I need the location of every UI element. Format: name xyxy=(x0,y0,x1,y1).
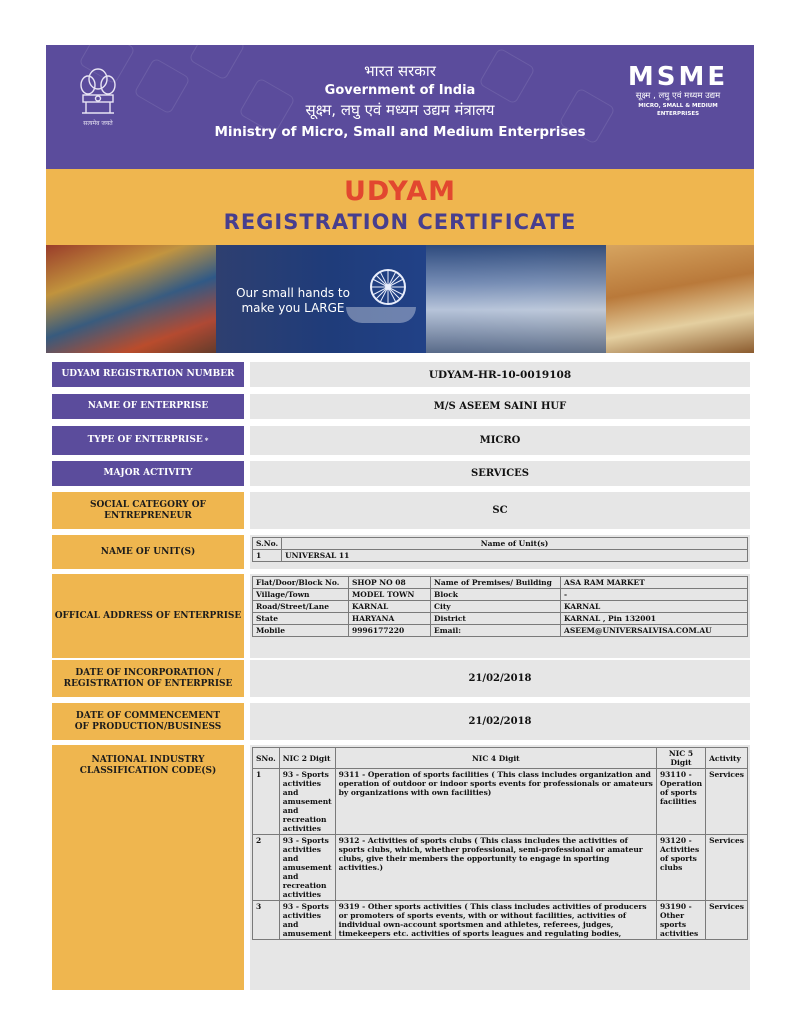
certificate-page xyxy=(46,45,754,990)
table-row: Road/Street/Lane KARNAL City KARNAL xyxy=(253,601,748,613)
incorporation-date-value: 21/02/2018 xyxy=(250,660,750,697)
major-activity-row xyxy=(52,461,750,486)
nic-codes-row xyxy=(52,745,750,990)
unit-name-header: Name of Unit(s) xyxy=(282,538,748,550)
unit-names-row xyxy=(52,535,750,569)
commencement-date-value: 21/02/2018 xyxy=(250,703,750,740)
unit-sno-header: S.No. xyxy=(253,538,282,550)
official-address-row xyxy=(52,574,750,658)
banner-slogan: Our small hands to make you LARGE xyxy=(236,286,350,315)
chakra-wheel-icon xyxy=(368,267,408,307)
promo-banner xyxy=(46,245,754,353)
enterprise-type-row xyxy=(52,426,750,455)
registration-number-value: UDYAM-HR-10-0019108 xyxy=(250,362,750,387)
hindi-government-title: भारत सरकार xyxy=(364,62,436,80)
commencement-date-label: DATE OF COMMENCEMENT OF PRODUCTION/BUSINESS xyxy=(52,703,244,740)
social-category-row xyxy=(52,492,750,529)
social-category-value: SC xyxy=(250,492,750,529)
table-row: Mobile 9996177220 Email: ASEEM@UNIVERSALVISA.COM.AU xyxy=(253,625,748,637)
social-category-label: SOCIAL CATEGORY OF ENTREPRENEUR xyxy=(52,492,244,529)
table-row: State HARYANA District KARNAL , Pin 132001 xyxy=(253,613,748,625)
ministry-title: Ministry of Micro, Small and Medium Enterprises xyxy=(214,124,586,140)
certificate-title-band xyxy=(46,169,754,245)
incorporation-date-row xyxy=(52,660,750,697)
table-row: 1 93 - Sports activities and amusement and recreation activities 9311 - Operation of sports facilities ( This class includes organization and operation of outdoor or indoor sports events for professionals or amateurs by organizations with own facilities) 93110 - Operation of sports facilities Services xyxy=(253,769,748,835)
office-photo xyxy=(426,245,626,353)
enterprise-type-value: MICRO xyxy=(250,426,750,455)
government-title: Government of India xyxy=(324,83,476,98)
major-activity-value: SERVICES xyxy=(250,461,750,486)
table-row: 2 93 - Sports activities and amusement and recreation activities 9312 - Activities of sports clubs ( This class includes the activities of sports clubs, which, whether professional, semi-professional or amateur clubs, give their members the opportunity to engage in sporting activities.) 93120 - Activities of sports clubs Services xyxy=(253,835,748,901)
official-address-label: OFFICAL ADDRESS OF ENTERPRISE xyxy=(52,574,244,658)
udyam-title: UDYAM xyxy=(343,176,457,207)
registration-number-label: UDYAM REGISTRATION NUMBER xyxy=(52,362,244,387)
nic-codes-label: NATIONAL INDUSTRY CLASSIFICATION CODE(S) xyxy=(52,745,244,990)
unit-names-table xyxy=(252,537,748,562)
nic-codes-table: SNo. NIC 2 Digit NIC 4 Digit NIC 5 Digit Activity 1 93 - Sports activities and amusement and recreation activities 9311 - Operation of sports facilities ( This class includes organization and operation of outdoor or indoor sports events for professionals or amateurs by organizations with own facilities) 93110 - Operation of sports facilities Services 2 93 - Sports activities and amusement and recreation activities 9312 - Activities of sports clubs ( This class includes the activities of sports clubs, which, whether professional, semi-professional or amateur clubs, give their members the opportunity to engage in sporting activities.) 93120 - Activities of sports clubs Services 3 93 - Sports activities and amusement 9319 - Other sports activities ( This class includes activities of producers or promoters of sports events, with or without facilities, activities of individual own-account sportsmen and athletes, referees, judges, timekeepers etc. activities of sports leagues and regulating bodies, 93190 - Other sports activities Services xyxy=(252,747,748,940)
svg-text:सत्यमेव जयते: सत्यमेव जयते xyxy=(83,120,113,127)
official-address-table xyxy=(252,576,748,637)
enterprise-name-value: M/S ASEEM SAINI HUF xyxy=(250,394,750,419)
major-activity-label: MAJOR ACTIVITY xyxy=(52,461,244,486)
official-address-table-box xyxy=(250,574,750,658)
unit-names-table-box xyxy=(250,535,750,569)
table-row: 1 UNIVERSAL 11 xyxy=(253,550,748,562)
table-row: Flat/Door/Block No. SHOP NO 08 Name of Premises/ Building ASA RAM MARKET xyxy=(253,577,748,589)
unit-names-label: NAME OF UNIT(S) xyxy=(52,535,244,569)
artisan-photo xyxy=(46,245,216,353)
enterprise-name-label: NAME OF ENTERPRISE xyxy=(52,394,244,419)
registration-certificate-title: REGISTRATION CERTIFICATE xyxy=(223,210,577,234)
open-hand-icon xyxy=(346,307,416,323)
hindi-ministry-title: सूक्ष्म, लघु एवं मध्यम उद्यम मंत्रालय xyxy=(305,101,495,119)
footnote-mark: * xyxy=(204,436,209,445)
registration-number-row xyxy=(52,362,750,387)
table-row: 3 93 - Sports activities and amusement 9319 - Other sports activities ( This class includes activities of producers or promoters of sports events, with or without facilities, activities of individual own-account sportsmen and athletes, referees, judges, timekeepers etc. activities of sports leagues and regulating bodies, 93190 - Other sports activities Services xyxy=(253,901,748,940)
msme-logo: MSME सूक्ष्म , लघु एवं मध्यम उद्यम MICRO, SMALL & MEDIUM ENTERPRISES xyxy=(627,62,729,117)
commencement-date-row xyxy=(52,703,750,740)
enterprise-name-row xyxy=(52,394,750,419)
farm-photo xyxy=(606,245,754,353)
nic-codes-table-box xyxy=(250,745,750,990)
incorporation-date-label: DATE OF INCORPORATION / REGISTRATION OF ENTERPRISE xyxy=(52,660,244,697)
ministry-header xyxy=(46,45,754,169)
table-row: Village/Town MODEL TOWN Block - xyxy=(253,589,748,601)
enterprise-type-label: TYPE OF ENTERPRISE * xyxy=(52,426,244,455)
